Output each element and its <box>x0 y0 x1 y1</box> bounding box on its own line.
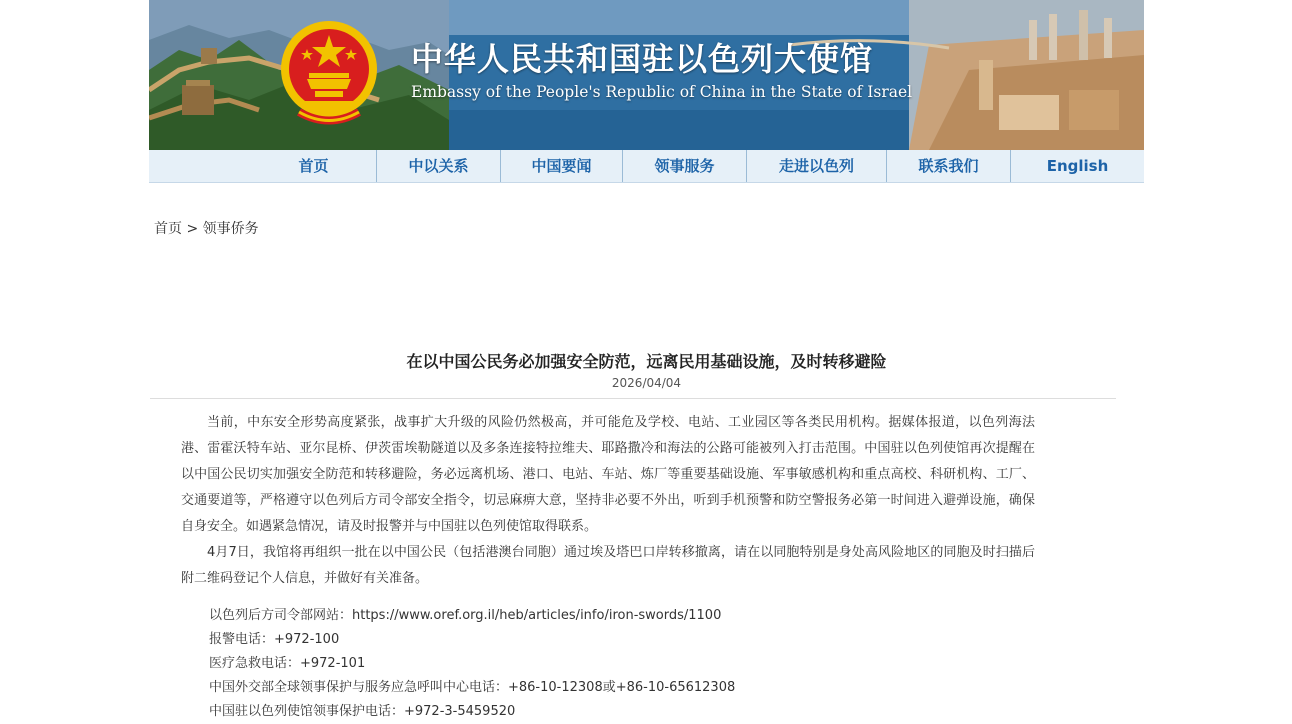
breadcrumb-separator: > <box>186 221 199 237</box>
main-nav <box>149 150 1144 183</box>
article-title: 在以中国公民务必加强安全防范，远离民用基础设施，及时转移避险 <box>406 352 887 371</box>
contact-police-phone: 报警电话：+972-100 <box>209 632 340 647</box>
nav-china-israel-relations[interactable]: 中以关系 <box>376 150 500 182</box>
breadcrumb-home-link[interactable]: 首页 <box>154 221 182 237</box>
nav-about-israel[interactable]: 走进以色列 <box>746 150 886 182</box>
breadcrumb <box>154 218 259 238</box>
nav-home[interactable]: 首页 <box>298 157 329 175</box>
contact-list <box>209 604 735 724</box>
nav-english[interactable]: English <box>1010 150 1144 182</box>
nav-contact-us[interactable]: 联系我们 <box>886 150 1010 182</box>
article-paragraph: 当前，中东安全形势高度紧张，战事扩大升级的风险仍然极高，并可能危及学校、电站、工业园区等各类民用机构。据媒体报道，以色列海法港、雷霍沃特车站、亚尔昆桥、伊茨雷埃勒隧道以及多条连接特拉维夫、耶路撒冷和海法的公路可能被列入打击范围。中国驻以色列使馆再次提醒在以中国公民切实加强安全防范和转移避险，务必远离机场、港口、电站、车站、炼厂等重要基础设施、军事敏感机构和重点高校、科研机构、工厂、交通要道等，严格遵守以色列后方司令部安全指令，切忌麻痹大意，坚持非必要不外出，听到手机预警和防空警报务必第一时间进入避弹设施，确保自身安全。如遇紧急情况，请及时报警并与中国驻以色列使馆取得联系。 <box>181 415 1035 534</box>
breadcrumb-current[interactable]: 领事侨务 <box>202 221 259 237</box>
header-banner <box>149 0 1144 150</box>
title-divider <box>150 398 1116 399</box>
contact-mfa-hotline: 中国外交部全球领事保护与服务应急呼叫中心电话：+86-10-12308或+86-10-65612308 <box>209 680 736 695</box>
article-paragraph: 4月7日，我馆将再组织一批在以中国公民（包括港澳台同胞）通过埃及塔巴口岸转移撤离，请在以同胞特别是身处高风险地区的同胞及时扫描后附二维码登记个人信息，并做好有关准备。 <box>181 545 1035 586</box>
nav-china-news[interactable]: 中国要闻 <box>500 150 622 182</box>
nav-consular-services[interactable]: 领事服务 <box>622 150 746 182</box>
article-date: 2026/04/04 <box>611 376 682 390</box>
national-emblem-icon <box>279 17 379 129</box>
contact-embassy-consular-phone: 中国驻以色列使馆领事保护电话：+972-3-5459520 <box>209 704 516 719</box>
contact-ambulance-phone: 医疗急救电话：+972-101 <box>209 656 366 671</box>
article-body <box>181 410 1035 592</box>
site-subtitle: Embassy of the People's Republic of China in the State of Israel <box>411 83 913 101</box>
site-title: 中华人民共和国驻以色列大使馆 <box>411 40 874 78</box>
contact-home-front-command-website: 以色列后方司令部网站：https://www.oref.org.il/heb/articles/info/iron-swords/1100 <box>209 608 722 623</box>
